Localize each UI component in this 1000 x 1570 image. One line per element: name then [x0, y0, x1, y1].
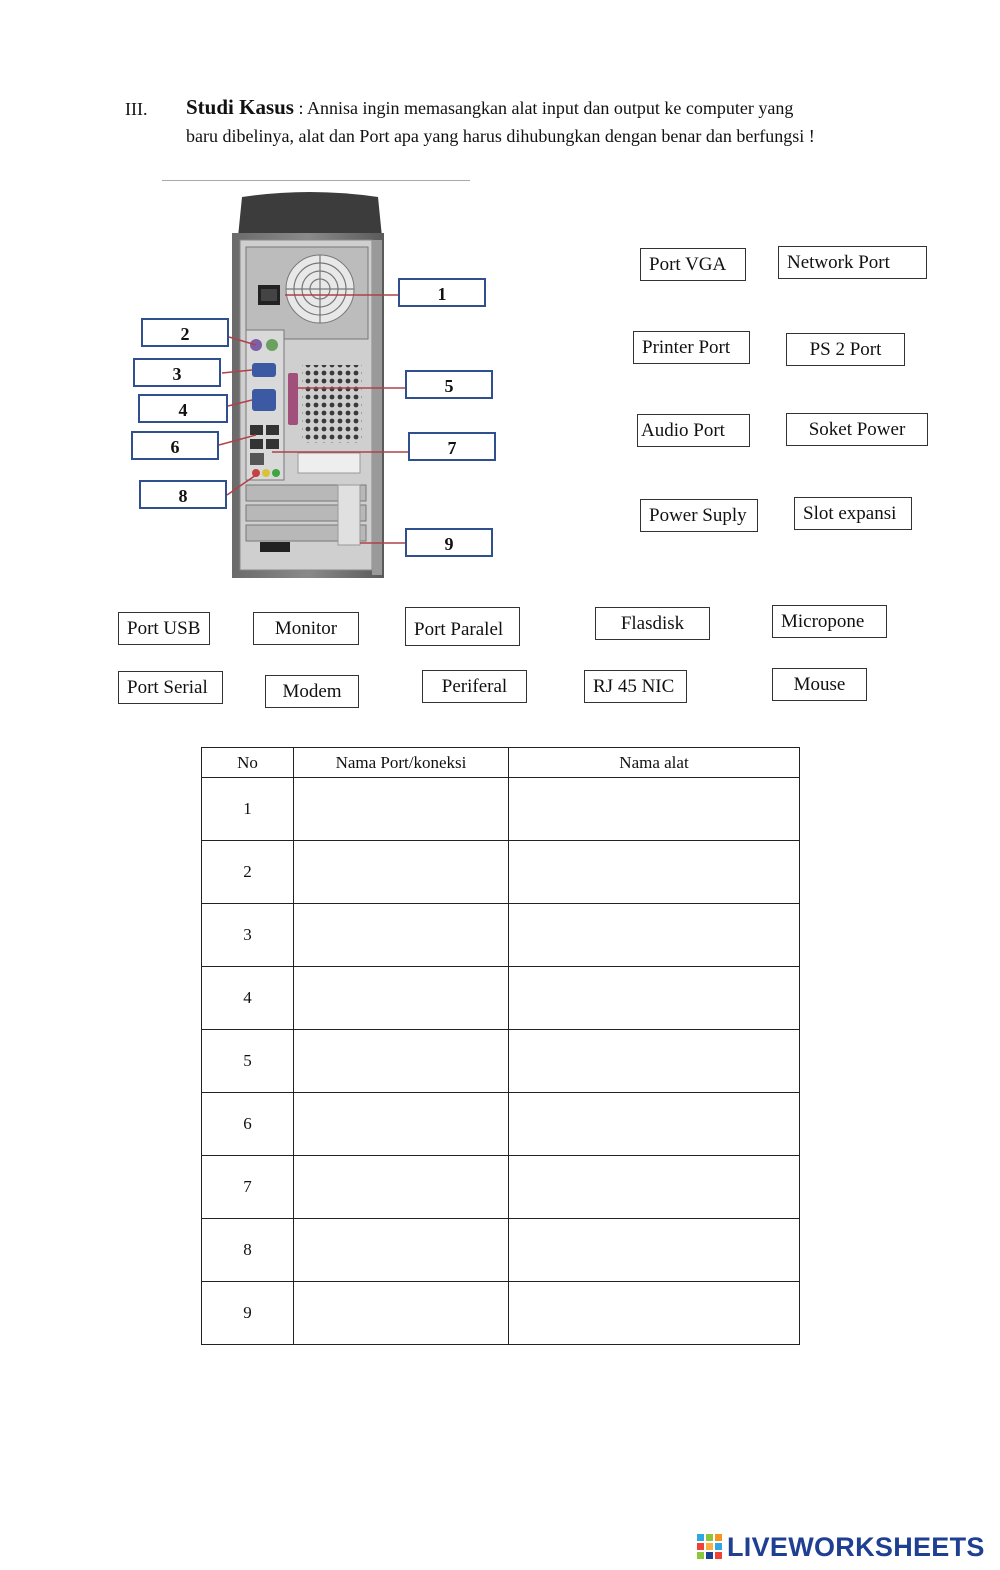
word-mouse[interactable]: Mouse — [772, 668, 867, 701]
callout-5: 5 — [405, 370, 493, 399]
row-number: 6 — [202, 1093, 294, 1156]
image-top-rule — [162, 180, 470, 181]
word-micropone[interactable]: Micropone — [772, 605, 887, 638]
table-row — [202, 904, 800, 967]
port-answer-cell[interactable] — [294, 1030, 509, 1093]
row-number: 9 — [202, 1282, 294, 1345]
port-answer-cell[interactable] — [294, 967, 509, 1030]
device-answer-cell[interactable] — [509, 1030, 800, 1093]
row-number: 7 — [202, 1156, 294, 1219]
port-answer-cell[interactable] — [294, 1156, 509, 1219]
section-number: III. — [125, 99, 148, 119]
device-answer-cell[interactable] — [509, 1282, 800, 1345]
word-periferal[interactable]: Periferal — [422, 670, 527, 703]
device-answer-cell[interactable] — [509, 967, 800, 1030]
row-number: 4 — [202, 967, 294, 1030]
answer-table — [201, 747, 800, 1345]
word-audio-port[interactable]: Audio Port — [637, 414, 750, 447]
table-row — [202, 1156, 800, 1219]
question-text-1: : Annisa ingin memasangkan alat input dan output ke computer yang — [293, 98, 794, 118]
row-number: 3 — [202, 904, 294, 967]
port-answer-cell[interactable] — [294, 1282, 509, 1345]
word-monitor[interactable]: Monitor — [253, 612, 359, 645]
port-answer-cell[interactable] — [294, 1093, 509, 1156]
device-answer-cell[interactable] — [509, 1219, 800, 1282]
word-port-usb[interactable]: Port USB — [118, 612, 210, 645]
callout-9: 9 — [405, 528, 493, 557]
row-number: 2 — [202, 841, 294, 904]
table-row — [202, 967, 800, 1030]
callout-4: 4 — [138, 394, 228, 423]
device-answer-cell[interactable] — [509, 1156, 800, 1219]
word-slot-expansi[interactable]: Slot expansi — [794, 497, 912, 530]
port-answer-cell[interactable] — [294, 1219, 509, 1282]
word-port-serial[interactable]: Port Serial — [118, 671, 223, 704]
word-power-suply[interactable]: Power Suply — [640, 499, 758, 532]
word-rj45-nic[interactable]: RJ 45 NIC — [584, 670, 687, 703]
table-row — [202, 1282, 800, 1345]
table-row — [202, 1093, 800, 1156]
word-flasdisk[interactable]: Flasdisk — [595, 607, 710, 640]
port-answer-cell[interactable] — [294, 841, 509, 904]
table-header-row — [202, 748, 800, 778]
row-number: 5 — [202, 1030, 294, 1093]
liveworksheets-mark-icon — [697, 1532, 723, 1562]
question-line-2: baru dibelinya, alat dan Port apa yang harus dihubungkan dengan benar dan berfungsi ! — [186, 126, 815, 146]
question-line-1 — [186, 95, 793, 120]
callout-6: 6 — [131, 431, 219, 460]
table-row — [202, 1219, 800, 1282]
word-port-vga[interactable]: Port VGA — [640, 248, 746, 281]
case-study-title: Studi Kasus — [186, 95, 294, 119]
word-port-paralel[interactable]: Port Paralel — [405, 607, 520, 646]
callout-2: 2 — [141, 318, 229, 347]
device-answer-cell[interactable] — [509, 841, 800, 904]
word-modem[interactable]: Modem — [265, 675, 359, 708]
device-answer-cell[interactable] — [509, 1093, 800, 1156]
device-answer-cell[interactable] — [509, 904, 800, 967]
col-header-port: Nama Port/koneksi — [294, 748, 509, 778]
callout-8: 8 — [139, 480, 227, 509]
word-soket-power[interactable]: Soket Power — [786, 413, 928, 446]
callout-1: 1 — [398, 278, 486, 307]
device-answer-cell[interactable] — [509, 778, 800, 841]
word-printer-port[interactable]: Printer Port — [633, 331, 750, 364]
liveworksheets-logo[interactable] — [697, 1532, 985, 1564]
port-answer-cell[interactable] — [294, 904, 509, 967]
word-network-port[interactable]: Network Port — [778, 246, 927, 279]
row-number: 1 — [202, 778, 294, 841]
callout-7: 7 — [408, 432, 496, 461]
table-row — [202, 841, 800, 904]
brand-name: LIVEWORKSHEETS — [727, 1532, 985, 1562]
word-ps2-port[interactable]: PS 2 Port — [786, 333, 905, 366]
row-number: 8 — [202, 1219, 294, 1282]
col-header-device: Nama alat — [509, 748, 800, 778]
callout-3: 3 — [133, 358, 221, 387]
table-row — [202, 1030, 800, 1093]
table-row — [202, 778, 800, 841]
port-answer-cell[interactable] — [294, 778, 509, 841]
col-header-no: No — [202, 748, 294, 778]
